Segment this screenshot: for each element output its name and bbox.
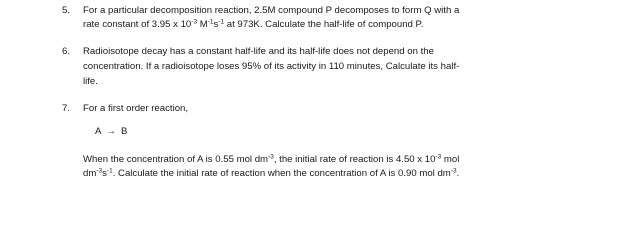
superscript: -3 xyxy=(450,167,457,175)
superscript: -3 xyxy=(268,153,274,161)
superscript: -1 xyxy=(218,18,225,26)
reaction-arrow-icon: → xyxy=(106,126,116,137)
question-7-line-1: When the concentration of A is 0.55 mol $dm^{-3}$, the initial rate of reaction is 4.50 x $10^{-3}$ mol xyxy=(83,153,460,165)
question-6-line-3: life. xyxy=(83,76,98,87)
question-6-line-2: concentration. If a radioisotope loses 95% of its activity in 110 minutes, Calculate its half- xyxy=(83,61,460,72)
superscript: -1 xyxy=(207,18,214,26)
question-5-line-2: rate constant of 3.95 x $10^{-3}$ $M^{-1}s^{-1}$ at 973K. Calculate the half-life of compound P. xyxy=(83,18,424,30)
question-6-number: 6. xyxy=(62,46,71,57)
superscript: -3 xyxy=(191,18,198,26)
reaction-equation xyxy=(95,126,127,138)
question-7-number: 7. xyxy=(62,103,71,114)
question-6-line-1: Radioisotope decay has a constant half-life and its half-life does not depend on the xyxy=(83,46,434,57)
question-5-number: 5. xyxy=(62,5,71,16)
question-5-line-1: For a particular decomposition reaction, 2.5M compound P decomposes to form Q with a xyxy=(83,5,460,16)
superscript: -3 xyxy=(435,153,442,161)
reaction-reactant: A xyxy=(95,126,102,137)
superscript: -3 xyxy=(96,167,103,175)
reaction-product: B xyxy=(121,126,128,137)
question-7-line-2: $dm^{-3}s^{-1}$. Calculate the initial rate of reaction when the concentration of A is 0.90 mol $dm^{-3}$. xyxy=(83,167,460,179)
question-7-intro: For a first order reaction, xyxy=(83,103,189,114)
superscript: -1 xyxy=(106,167,113,175)
